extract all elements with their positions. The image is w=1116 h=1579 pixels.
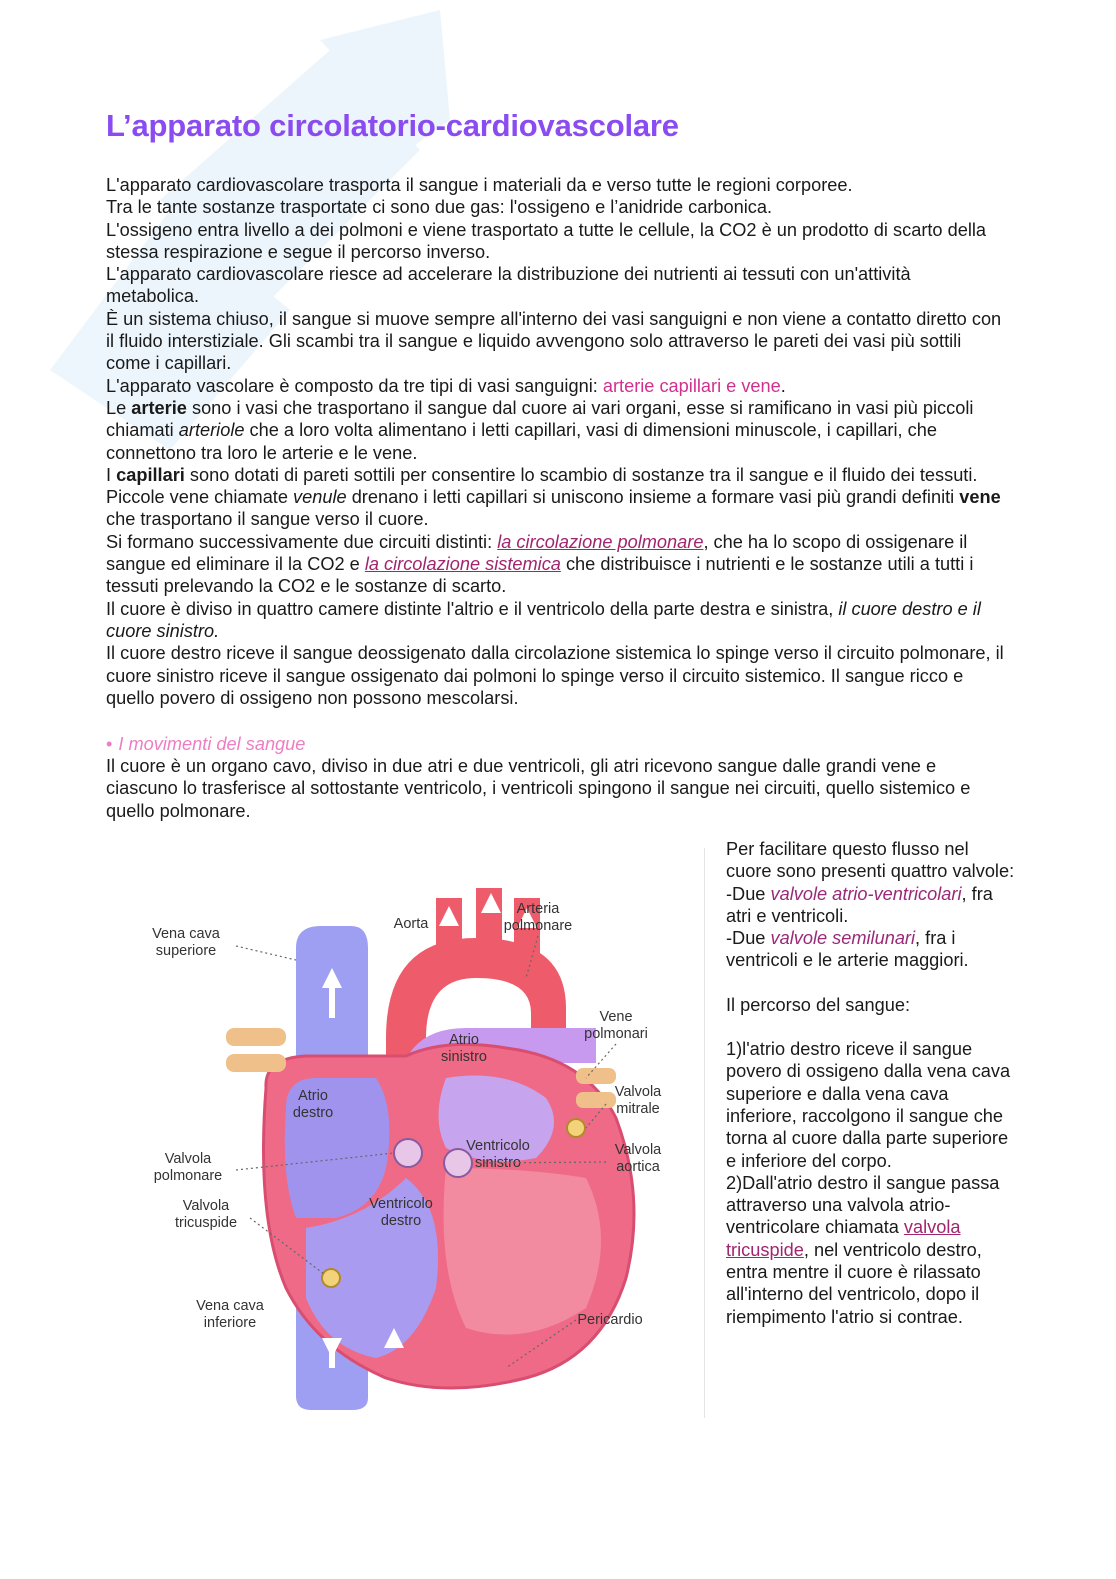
term-arterie: arterie xyxy=(131,397,187,418)
link-valvola-tricuspide[interactable]: valvola tricuspide xyxy=(726,1217,961,1260)
valvola-mitrale-shape xyxy=(567,1119,585,1137)
label-atrio-sinistro: sinistro xyxy=(441,1049,487,1065)
column-divider xyxy=(704,848,705,1418)
term-venule: venule xyxy=(293,487,347,508)
ventricolo-sinistro-chamber xyxy=(444,1168,602,1335)
vene-polmonari-shape xyxy=(226,1054,286,1072)
circuiti-paragraph: Si formano successivamente due circuiti distinti: la circolazione polmonare, che ha lo scopo di ossigenare il sangue ed eliminare il la CO2 e la circolazione sistemica che distribuisce i nutrienti e le sostanze utili a tutti i tessuti prelevando la CO2 e le sostanze di scarto. xyxy=(106,531,974,597)
label-valvola-aortica: Valvola xyxy=(614,1142,662,1158)
label-vena-cava-inferiore: inferiore xyxy=(203,1315,257,1331)
label-ventricolo-destro: Ventricolo xyxy=(369,1196,433,1212)
label-arteria-polmonare: Arteria xyxy=(516,901,560,917)
bullet-icon: • xyxy=(106,734,113,755)
label-pericardio: Pericardio xyxy=(577,1312,643,1328)
capillari-paragraph: I capillari sono dotati di pareti sottili per consentire lo scambio di sostanze tra il sangue e il fluido dei tessuti. Piccole vene chiamate venule drenano i letti capillari si uniscono insieme a formare vasi più grandi definiti vene che trasportano il sangue verso il cuore. xyxy=(106,464,1001,530)
label-aorta: Aorta xyxy=(393,916,429,932)
term-vene: vene xyxy=(959,487,1001,508)
label-atrio-sinistro: Atrio xyxy=(449,1032,479,1048)
label-valvola-aortica: aortica xyxy=(616,1159,660,1175)
label-arteria-polmonare: polmonare xyxy=(503,918,573,934)
label-valvola-polmonare: polmonare xyxy=(153,1168,223,1184)
label-valvola-mitrale: mitrale xyxy=(616,1101,660,1117)
section-paragraph: Il cuore è un organo cavo, diviso in due atri e due ventricoli, gli atri ricevono sangue dalle grandi vene e ciascuno lo trasferisce al sottostante ventricolo, i ventricoli spingono il sangue nei circuiti, quello sistemico e quello polmonare. xyxy=(106,756,971,821)
section-heading: • I movimenti del sangue xyxy=(106,734,306,755)
side-item: -Due valvole semilunari, fra i ventricoli e le arterie maggiori. xyxy=(726,928,969,971)
arterie-paragraph: Le arterie sono i vasi che trasportano il sangue dal cuore ai vari organi, esse si ramificano in vasi più piccoli chiamati arteriole che a loro volta alimentano i letti capillari, vasi di dimensioni minuscole, i capillari, che connettono tra loro le arterie e le vene. xyxy=(106,397,974,463)
intro-paragraph: L'apparato vascolare è composto da tre tipi di vasi sanguigni: arterie capillari e vene. xyxy=(106,375,786,396)
label-valvola-tricuspide: Valvola xyxy=(182,1198,230,1214)
label-ventricolo-sinistro: Ventricolo xyxy=(466,1138,530,1154)
valvola-polmonare-shape xyxy=(394,1139,422,1167)
label-vene-polmonari: polmonari xyxy=(584,1026,648,1042)
vene-polmonari-shape xyxy=(576,1068,616,1084)
side-item: -Due valvole atrio-ventricolari, fra atri e ventricoli. xyxy=(726,883,993,926)
vessel-types-highlight: arterie capillari e vene xyxy=(602,375,781,396)
vene-polmonari-shape xyxy=(576,1092,616,1108)
valvola-tricuspide-shape xyxy=(322,1269,340,1287)
label-vena-cava-superiore: superiore xyxy=(155,943,217,959)
label-ventricolo-sinistro: sinistro xyxy=(475,1155,521,1171)
label-vena-cava-superiore: Vena cava xyxy=(152,926,220,942)
term-cuore-destro-sinistro: il cuore destro e il cuore sinistro. xyxy=(106,598,981,641)
intro-paragraph: Tra le tante sostanze trasportate ci sono due gas: l'ossigeno e l’anidride carbonica. xyxy=(106,197,773,218)
term-capillari: capillari xyxy=(116,464,185,485)
side-column xyxy=(726,838,1016,1328)
link-circolazione-polmonare[interactable]: la circolazione polmonare xyxy=(497,531,704,552)
label-valvola-tricuspide: tricuspide xyxy=(174,1215,238,1231)
label-valvola-mitrale: Valvola xyxy=(614,1084,662,1100)
term-valvole-atrio-ventricolari: valvole atrio-ventricolari xyxy=(770,883,962,904)
side-paragraph: 2)Dall'atrio destro il sangue passa attraverso una valvola atrio-ventricolare chiamata valvola tricuspide, nel ventricolo destro, entra mentre il cuore è rilassato all'interno del ventricolo, dopo il riempimento l'atrio si contrae. xyxy=(726,1172,1000,1327)
term-valvole-semilunari: valvole semilunari xyxy=(770,928,916,949)
term-arteriole: arteriole xyxy=(178,420,245,441)
label-vena-cava-inferiore: Vena cava xyxy=(196,1298,264,1314)
intro-paragraph: L'apparato cardiovascolare riesce ad accelerare la distribuzione dei nutrienti ai tessuti con un'attività metabolica. xyxy=(106,264,911,307)
link-circolazione-sistemica[interactable]: la circolazione sistemica xyxy=(364,554,561,575)
label-valvola-polmonare: Valvola xyxy=(164,1151,212,1167)
intro-paragraph: È un sistema chiuso, il sangue si muove sempre all'interno dei vasi sanguigni e non viene a contatto diretto con il fluido interstiziale. Gli scambi tra il sangue e liquido avvengono solo attraverso le pareti dei vasi più sottili come i capillari. xyxy=(106,308,1002,374)
vene-polmonari-shape xyxy=(226,1028,286,1046)
intro-text xyxy=(106,174,1006,709)
camere-paragraph: Il cuore è diviso in quattro camere distinte l'altrio e il ventricolo della parte destra e sinistra, il cuore destro e il cuore sinistro. xyxy=(106,598,981,641)
intro-paragraph: L'apparato cardiovascolare trasporta il sangue i materiali da e verso tutte le regioni corporee. xyxy=(106,175,853,195)
label-atrio-destro: destro xyxy=(292,1105,334,1121)
side-heading: Il percorso del sangue: xyxy=(726,994,911,1015)
heart-diagram xyxy=(146,878,686,1418)
section-text xyxy=(106,755,1006,822)
intro-paragraph: Il cuore destro riceve il sangue deossigenato dalla circolazione sistemica lo spinge verso il circuito polmonare, il cuore sinistro riceve il sangue ossigenato dai polmoni lo spinge verso il circuito sistemico. Il sangue ricco e quello povero di ossigeno non possono mescolarsi. xyxy=(106,643,1004,708)
intro-paragraph: L'ossigeno entra livello a dei polmoni e viene trasportato a tutte le cellule, la CO2 è un prodotto di scarto della stessa respirazione e segue il percorso inverso. xyxy=(106,219,987,262)
side-paragraph: Per facilitare questo flusso nel cuore sono presenti quattro valvole: xyxy=(726,839,1015,882)
label-atrio-destro: Atrio xyxy=(298,1088,328,1104)
side-paragraph: 1)l'atrio destro riceve il sangue povero di ossigeno dalla vena cava superiore e dalla vena cava inferiore, raccolgono il sangue che torna al cuore dalla parte superiore e inferiore del corpo. xyxy=(726,1039,1011,1171)
label-vene-polmonari: Vene xyxy=(599,1009,633,1025)
page-title: L’apparato circolatorio-cardiovascolare xyxy=(106,108,679,143)
label-ventricolo-destro: destro xyxy=(380,1213,422,1229)
